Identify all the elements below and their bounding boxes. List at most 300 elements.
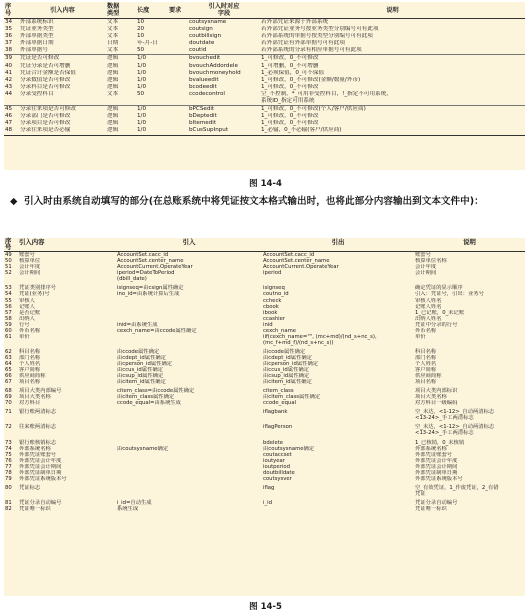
row-export: iflagbank	[263, 409, 288, 416]
row-content: 出纳人	[19, 315, 35, 322]
table-row	[4, 120, 525, 127]
row-no: 36	[5, 33, 13, 40]
field-table-2	[4, 238, 525, 596]
row-content: 凭证合计金额是否保值	[20, 69, 76, 76]
row-no: 58	[5, 315, 12, 322]
row-export: AccountSet.center_name	[263, 258, 330, 265]
row-content: 往来账两清标志	[19, 424, 57, 431]
row-no: 81	[5, 499, 12, 506]
row-description: 若外部凭证来源于外部系统	[261, 19, 329, 25]
row-content: 会计期间	[19, 270, 41, 277]
row-export: AccountSet.cacc_id	[263, 252, 315, 259]
table-row	[4, 497, 525, 506]
row-length: 1/0	[137, 69, 147, 76]
row-import: 由citem_class属性确定	[117, 394, 175, 401]
row-length: 10	[137, 33, 145, 40]
row-description: 1_可修改，0_不可修改(金额/数量/外币)	[261, 76, 361, 83]
table-row	[4, 106, 525, 114]
row-description: 凭证唯一标识	[415, 505, 447, 512]
row-type: 逻辑	[107, 113, 119, 120]
col-header-required: 要求	[168, 2, 188, 19]
row-no: 52	[5, 270, 12, 277]
row-content: 分录科目是否可修改	[20, 83, 71, 90]
row-no: 40	[5, 62, 13, 69]
row-no: 78	[5, 469, 12, 476]
row-no: 57	[5, 309, 12, 316]
row-no: 42	[5, 76, 13, 83]
row-required	[168, 120, 188, 127]
row-no: 56	[5, 303, 12, 310]
row-import	[116, 334, 262, 346]
table-row	[4, 346, 525, 355]
row-import: isignseq=由csign属性确定	[117, 285, 184, 292]
row-no: 67	[5, 379, 12, 386]
row-content: 个人姓名	[19, 360, 41, 367]
table2-header-row	[4, 238, 525, 252]
row-no: 63	[5, 354, 12, 361]
row-export: 由csup_id属性确定	[263, 373, 310, 380]
row-import: AccountSet.center_name	[117, 258, 184, 265]
row-no: 72	[5, 424, 12, 431]
row-description: 外部系统名称	[415, 445, 447, 452]
row-description: 空_有效凭证，1_作废凭证，2_有错 凭证	[415, 484, 499, 497]
row-export: 由citem_class属性确定	[263, 394, 321, 401]
col-header-no: 序 号	[4, 238, 18, 252]
row-no: 39	[4, 55, 19, 63]
bullet-text: 引入时由系统自动填写的部分(在总账系统中将凭证按文本格式输出时，也将此部分内容输出到文本文件中)：	[24, 196, 484, 207]
row-import: AccountSet.cacc_id	[117, 252, 169, 259]
row-no: 38	[5, 47, 13, 54]
table-row	[4, 127, 525, 135]
row-content: 分录往来项是否必输	[19, 127, 106, 135]
row-content: 银行账核销标志	[19, 439, 57, 446]
row-content: 凭证类别排序号	[19, 285, 57, 292]
table-row	[4, 84, 525, 91]
figure-caption-14-4: 图 14-4	[249, 179, 282, 189]
row-required	[168, 70, 188, 77]
row-field: coutsysname	[189, 19, 227, 25]
row-required	[168, 106, 188, 114]
row-content: 供应商简称	[19, 373, 46, 380]
row-content: 项目名称	[19, 379, 41, 386]
row-type: 文本	[107, 33, 119, 40]
row-no: 65	[5, 367, 12, 374]
row-content: 单价	[19, 333, 30, 340]
table-row	[4, 91, 525, 106]
row-import: 系统生成	[117, 505, 139, 512]
row-description: 空_未达，<1-12>_自动两清标志 <13-24>_手工两清标志	[415, 409, 495, 422]
table-row	[4, 282, 525, 291]
row-description: 出纳人姓名	[415, 315, 442, 322]
row-description: 项目名称	[415, 379, 437, 386]
row-type: 逻辑	[106, 55, 136, 63]
row-type: 文本	[107, 19, 119, 25]
table-row	[4, 77, 525, 84]
row-length: 50	[137, 90, 145, 97]
row-content: 凭证分录是否可增删	[20, 62, 71, 69]
row-description: 外部凭证会计年度	[415, 457, 458, 464]
row-length: 20	[137, 26, 145, 33]
row-content: 凭证业务类型	[20, 26, 54, 33]
row-export: 由ccode属性确定	[263, 348, 306, 355]
col-header-length: 长度	[136, 2, 168, 19]
row-export: 由cperson_id属性确定	[263, 360, 319, 367]
row-description: 1_必须保值，0_可不保值	[261, 69, 325, 76]
table-row	[4, 482, 525, 497]
row-no: 71	[5, 409, 12, 416]
row-export: coutno_id	[263, 291, 289, 298]
row-length: 50	[137, 47, 145, 54]
row-import: ccode_equal=由系统生成	[117, 400, 181, 407]
col-header-export: 引出	[262, 238, 414, 252]
row-description: 审核人姓名	[415, 297, 442, 304]
table1-header-row	[4, 2, 525, 19]
col-header-content: 引入内容	[19, 2, 106, 19]
row-length: 年-月-日	[137, 40, 158, 47]
row-field: doutdate	[189, 40, 215, 47]
row-content: 外币名称	[19, 327, 41, 334]
row-no: 79	[5, 475, 12, 482]
row-no: 43	[5, 83, 13, 90]
row-content: 核算单位	[19, 258, 41, 265]
row-description: 核算单位名称	[415, 258, 447, 265]
row-import: citem_class=由ccode属性确定	[117, 388, 195, 395]
row-no: 54	[5, 291, 12, 298]
table-row	[4, 19, 525, 27]
row-export: ioutyear	[263, 457, 285, 464]
row-content: 外部凭证会计年度	[19, 457, 62, 464]
row-content: 银行账两清标志	[19, 409, 57, 416]
row-import: 由ccus_id属性确定	[117, 367, 163, 374]
row-field: coutbillsign	[189, 33, 222, 40]
row-description: 项目大类名称	[415, 394, 447, 401]
row-description: 若外部系统的分录有相应单据号可有此项	[261, 47, 362, 54]
row-description: 客户简称	[415, 367, 437, 374]
row-type: 文本	[107, 26, 119, 33]
row-type: 逻辑	[107, 62, 119, 69]
row-content: 客户简称	[19, 367, 41, 374]
row-description: 外部凭证系统版本号	[415, 475, 463, 482]
table-row	[4, 437, 525, 446]
row-content: 审核人	[19, 297, 35, 304]
row-description: 确定凭证的显示顺序	[415, 285, 463, 292]
row-export: 由cdept_id属性确定	[263, 354, 312, 361]
col-header-description: 说明	[260, 2, 525, 19]
row-field: bItemedit	[189, 120, 217, 127]
row-type: 文本	[107, 90, 119, 97]
row-description: 会计年度	[415, 264, 437, 271]
row-field: bcodeedit	[189, 83, 217, 90]
row-description: 空_不控制，*_可用非受控科目，!_指定不可用系统， 系统ID_指定可用系统	[261, 90, 392, 105]
row-field: bvalueedit	[189, 76, 219, 83]
table-row	[4, 421, 525, 436]
row-content: 分录受控科目	[20, 90, 54, 97]
row-description: 单价	[415, 333, 426, 340]
row-export: cbook	[263, 303, 279, 310]
row-import	[116, 421, 262, 436]
row-description: 凭证中分录的行号	[415, 321, 458, 328]
row-length: 1/0	[137, 62, 147, 69]
row-no: 34	[5, 19, 13, 25]
row-required	[168, 113, 188, 120]
row-description: 引入：凭证号，引出：业务号	[415, 291, 484, 298]
table-row	[4, 33, 525, 40]
row-export	[262, 506, 414, 512]
row-content: 凭证是否可修改	[19, 55, 106, 63]
row-content: 部门名称	[19, 354, 41, 361]
row-content: 凭证标志	[19, 484, 41, 491]
row-description: 个人姓名	[415, 360, 437, 367]
row-export: coutsysver	[263, 475, 292, 482]
row-export: 由citem_id属性确定	[263, 379, 312, 386]
row-export: iperiod	[263, 270, 282, 277]
row-description: 若外部系统的单据号按类型分别编号可有此项	[261, 33, 373, 40]
col-header-type: 数据 类型	[106, 2, 136, 19]
table-row	[4, 47, 525, 55]
row-description: 1_可修改，0_不可修改	[261, 83, 319, 90]
row-no: 80	[5, 484, 12, 491]
row-export: ioutperiod	[263, 463, 291, 470]
row-content: 科目名称	[19, 348, 41, 355]
row-no: 37	[5, 40, 13, 47]
row-length: 1/0	[137, 120, 147, 127]
row-no: 46	[5, 113, 13, 120]
row-required	[168, 77, 188, 84]
row-content: 分录往来项是否可修改	[19, 106, 106, 114]
col-header-import: 引入	[116, 238, 262, 252]
row-export: 由ccus_id属性确定	[263, 367, 309, 374]
row-description: 若外部凭证业务号按业务类型分别编号可有此项	[261, 26, 379, 33]
row-no: 50	[5, 258, 12, 265]
table-row	[4, 270, 525, 282]
row-required	[168, 127, 188, 135]
row-required	[168, 91, 188, 106]
row-import: 由cdept_id属性确定	[117, 354, 166, 361]
row-description: 供应商简称	[415, 373, 442, 380]
row-required	[168, 40, 188, 47]
row-export: inid	[263, 321, 273, 328]
row-import	[116, 406, 262, 421]
row-import: cexch_name=由ccode属性确定	[117, 327, 197, 334]
row-content: 行号	[19, 321, 30, 328]
row-description: 账套号	[415, 252, 431, 259]
row-content: 外部单据日期	[20, 40, 54, 47]
row-content: 是否记账	[19, 309, 41, 316]
col-header-no: 序 号	[4, 2, 19, 19]
row-import: inid=由系统生成	[117, 321, 158, 328]
row-description: 记账人姓名	[415, 303, 442, 310]
row-field: coutsign	[189, 26, 213, 33]
table-row	[4, 506, 525, 512]
row-required	[168, 19, 188, 27]
diamond-bullet-icon: ◆	[10, 196, 18, 207]
row-no: 61	[5, 333, 12, 340]
bullet-paragraph	[10, 194, 522, 210]
import-field-table	[4, 2, 525, 136]
row-description: 若外部凭证有外部单据号可有此项	[261, 40, 345, 47]
row-description: 1_可修改，0_不可修改	[260, 55, 525, 63]
row-no: 49	[5, 252, 12, 259]
row-import: AccountCurrent.OperateYear	[117, 264, 193, 271]
row-field: bvouchmoneyhold	[189, 69, 241, 76]
row-export: ibook	[263, 309, 278, 316]
row-export: doutbilldate	[263, 469, 295, 476]
row-content: 记账人	[19, 303, 35, 310]
row-field: bvouchedit	[188, 55, 260, 63]
row-no: 68	[5, 388, 12, 395]
row-import: 由ccode属性确定	[117, 348, 160, 355]
auto-field-table	[4, 238, 525, 512]
table-row	[4, 385, 525, 394]
row-description: 1_可修改，0_不可修改	[261, 113, 319, 120]
row-export: AccountCurrent.OperateYear	[263, 264, 339, 271]
row-import: 由csup_id属性确定	[117, 373, 164, 380]
table-row	[4, 334, 525, 346]
row-export: bdelete	[263, 439, 284, 446]
row-field: bDeptedit	[189, 113, 217, 120]
row-import: 由cperson_id属性确定	[117, 360, 173, 367]
row-description: 会计期间	[415, 270, 437, 277]
row-no: 66	[5, 373, 12, 380]
row-type: 逻辑	[106, 106, 136, 114]
row-description: 1_已记账，0_未记账	[415, 309, 465, 316]
row-content: 外部凭证制单日期	[19, 469, 62, 476]
row-type: 逻辑	[107, 69, 119, 76]
row-no: 48	[4, 127, 19, 135]
row-length: 1/0	[137, 76, 147, 83]
row-description: 空_未达，<1-12>_自动两清标志 <13-24>_手工两清标志	[415, 424, 495, 437]
row-description: 项目大类内部标识	[415, 388, 458, 395]
figure-caption-14-5: 图 14-5	[249, 602, 282, 612]
row-import	[116, 437, 262, 446]
row-type: 逻辑	[107, 120, 119, 127]
row-no: 53	[5, 285, 12, 292]
row-content: 项目大类内部编号	[19, 388, 62, 395]
row-no: 60	[5, 327, 12, 334]
row-export: citem_class	[263, 388, 294, 395]
row-export: cexch_name	[263, 327, 297, 334]
row-description: 1_可增删，0_不可增删	[261, 62, 319, 69]
row-export: ccashier	[263, 315, 286, 322]
row-content: 凭证分录自动编号	[19, 499, 62, 506]
row-description: 1_必输，0_不必输(客户/供应商)	[260, 127, 525, 135]
row-required	[168, 84, 188, 91]
row-no: 64	[5, 360, 12, 367]
row-content: 凭证唯一标识	[19, 505, 51, 512]
row-description: 科目名称	[415, 348, 437, 355]
row-required	[168, 63, 188, 70]
row-no: 76	[5, 457, 12, 464]
row-content: 外部系统名称	[19, 445, 51, 452]
row-no: 45	[4, 106, 19, 114]
row-type: 逻辑	[107, 76, 119, 83]
table-row	[4, 26, 525, 33]
row-import: i_id=自动生成	[117, 499, 152, 506]
row-description: 凭证分录自动编号	[415, 499, 458, 506]
row-content: 分录数值是否可修改	[20, 76, 71, 83]
row-field: bCusSupInput	[188, 127, 260, 135]
row-no: 55	[5, 297, 12, 304]
col-header-content: 引入内容	[18, 238, 116, 252]
row-length: 1/0	[136, 106, 168, 114]
row-content: 项目大类名称	[19, 394, 51, 401]
row-export: 由coutsysname确定	[263, 445, 315, 452]
row-no: 62	[5, 348, 12, 355]
row-no: 59	[5, 321, 12, 328]
row-description: 1_已核销，0_未核销	[415, 439, 465, 446]
row-type: 逻辑	[106, 127, 136, 135]
row-no: 35	[5, 26, 13, 33]
row-content: 凭证(业务)号	[19, 291, 50, 298]
row-length: 10	[137, 19, 145, 25]
row-export: iflag	[263, 484, 275, 491]
row-content: 外部单据类型	[20, 33, 54, 40]
row-import	[116, 482, 262, 497]
row-description: 外部凭证制单日期	[415, 469, 458, 476]
row-no: 77	[5, 463, 12, 470]
row-field: bvouchAddordele	[189, 62, 238, 69]
row-length: 1/0	[137, 83, 147, 90]
row-export: iif(cexch_name="", (mc+md)/(nd_s+nc_s), (mc_f+md_f)/(nd_s+nc_s))	[263, 333, 377, 346]
row-no: 75	[5, 451, 12, 458]
row-description: 外币名称	[415, 327, 437, 334]
table-row	[4, 113, 525, 120]
row-export: coutaccset	[263, 451, 292, 458]
row-content: 外部凭证系统版本号	[19, 475, 67, 482]
row-description: 外部凭证会计期间	[415, 463, 458, 470]
row-no: 44	[5, 90, 13, 97]
row-no: 74	[5, 445, 12, 452]
table-row	[4, 70, 525, 77]
row-export: isignseq	[263, 285, 285, 292]
row-field: ccodecontrol	[189, 90, 225, 97]
row-required	[168, 26, 188, 33]
row-description: 部门名称	[415, 354, 437, 361]
row-content: 会计年度	[19, 264, 41, 271]
row-content: 外部凭证会计期间	[19, 463, 62, 470]
row-content: 外部凭证账套号	[19, 451, 57, 458]
row-export: ccode_equal	[263, 400, 297, 407]
row-description: 1_可修改，0_不可修改	[261, 120, 319, 127]
row-no: 41	[5, 69, 13, 76]
row-field: coutid	[189, 47, 207, 54]
field-table-1	[4, 2, 525, 170]
row-no: 82	[5, 505, 12, 512]
row-type: 日期	[107, 40, 119, 47]
row-description: 1_可修改，0_不可修改(个人/客户/供应商)	[260, 106, 525, 114]
row-type: 逻辑	[107, 83, 119, 90]
row-required	[168, 55, 188, 63]
row-import: iperiod=DateToPeriod (dbill_date)	[117, 270, 175, 283]
row-no: 51	[5, 264, 12, 271]
row-no: 47	[5, 120, 13, 127]
table-row	[4, 40, 525, 47]
row-no: 73	[5, 439, 12, 446]
row-no: 69	[5, 394, 12, 401]
table-row	[4, 63, 525, 70]
row-import: ino_id=由系统计算后生成	[117, 291, 180, 298]
row-content: 对方科目	[19, 400, 41, 407]
row-no: 70	[5, 400, 12, 407]
row-export: ccheck	[263, 297, 282, 304]
table-row	[4, 55, 525, 63]
row-export: i_id	[263, 499, 272, 506]
row-export: iflagPerson	[263, 424, 293, 431]
row-required	[168, 33, 188, 40]
row-description: 外部凭证账套号	[415, 451, 453, 458]
row-content: 外部单据号	[20, 47, 48, 54]
row-field: bPCSedit	[188, 106, 260, 114]
